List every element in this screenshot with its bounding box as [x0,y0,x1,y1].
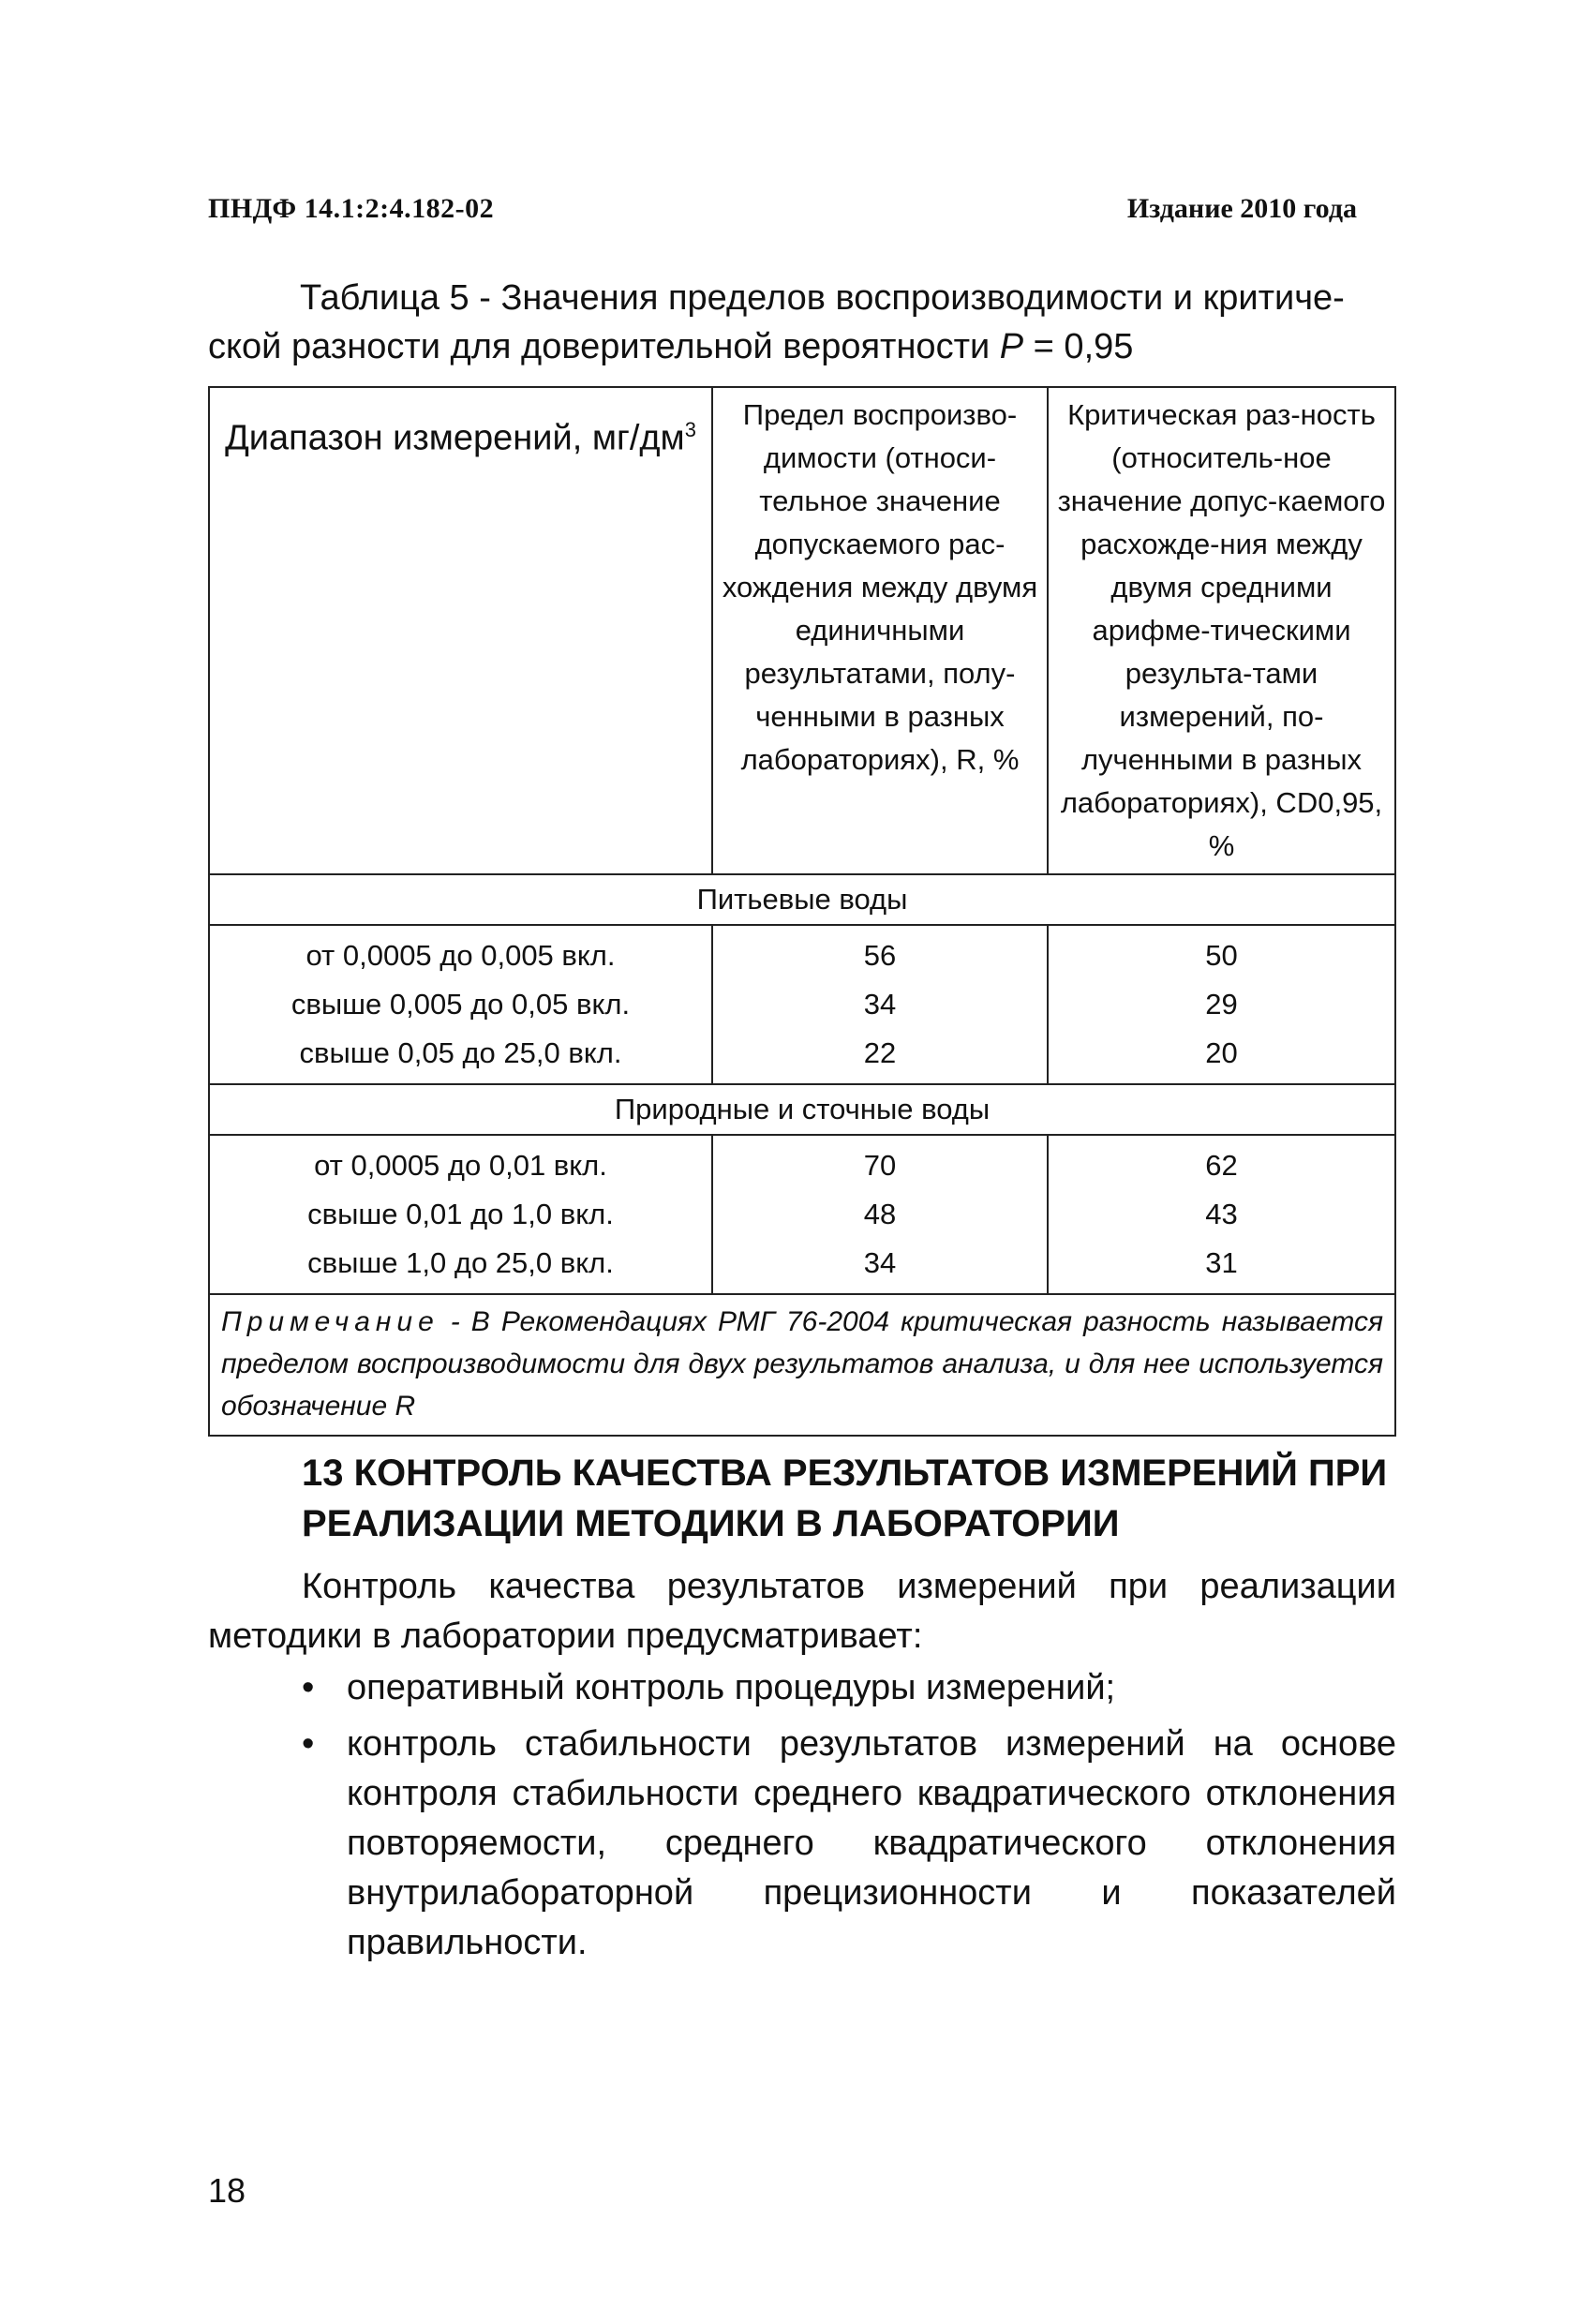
header-range: Диапазон измерений, $мг/дм^3$ [209,387,712,874]
section-title: 13 КОНТРОЛЬ КАЧЕСТВА РЕЗУЛЬТАТОВ ИЗМЕРЕНИЙ ПРИ РЕАЛИЗАЦИИ МЕТОДИКИ В ЛАБОРАТОРИИ [302,1452,1388,1544]
range-cell: от 0,0005 до 0,01 вкл. [209,1135,712,1190]
cd-cell: 43 [1048,1190,1395,1239]
range-cell: свыше 0,01 до 1,0 вкл. [209,1190,712,1239]
cd-cell: 50 [1048,925,1395,980]
group-row [209,874,1395,925]
header-reproducibility-limit: Предел воспроизво-димости (относи-тельное значение допускаемого рас-хождения между двумя единичными результатами, полу-ченными в разных лабораториях), R, % [712,387,1048,874]
table-row [209,925,1395,980]
edition-label: Издание 2010 года [1126,193,1357,224]
cd-cell: 20 [1048,1029,1395,1084]
note-text: - В Рекомендациях РМГ 76-2004 критическая разность называется пределом воспроизводимости для двух результатов анализа, и для нее используется обозначение R [221,1306,1383,1422]
table-row [209,980,1395,1029]
r-cell: 70 [712,1135,1048,1190]
reproducibility-table [208,386,1396,1437]
group-title-natural-waste-water: Природные и сточные воды [209,1084,1395,1135]
bullet-list [208,1663,1396,1974]
table-row [209,1239,1395,1294]
r-cell: 22 [712,1029,1048,1084]
table-row [209,1190,1395,1239]
page-number: 18 [208,2171,246,2210]
bullet-icon: • [302,1668,315,1707]
range-cell: свыше 0,005 до 0,05 вкл. [209,980,712,1029]
list-item: • контроль стабильности результатов измерений на основе контроля стабильности среднего квадратического отклонения повторяемости, среднего квадратического отклонения внутрилабораторной прецизионности и показателей правильности. [208,1720,1396,1968]
r-cell: 34 [712,1239,1048,1294]
document-code: ПНДФ 14.1:2:4.182-02 [208,193,495,224]
group-row [209,1084,1395,1135]
caption-line-2: ской разности для доверительной вероятности P = 0,95 [208,327,1134,366]
table-row [209,1029,1395,1084]
note-label: Примечание [221,1306,439,1337]
group-title-drinking-water: Питьевые воды [209,874,1395,925]
cd-cell: 31 [1048,1239,1395,1294]
range-cell: свыше 0,05 до 25,0 вкл. [209,1029,712,1084]
table-note [209,1294,1395,1436]
header-critical-difference: Критическая раз-ность (относитель-ное значение допус-каемого расхожде-ния между двумя средними арифме-тическими результа-тами измерений, по-лученными в разных лабораториях), CD0,95, % [1048,387,1395,874]
r-cell: 48 [712,1190,1048,1239]
r-cell: 56 [712,925,1048,980]
table-row [209,1135,1395,1190]
table-header-row [209,387,1395,874]
note-row [209,1294,1395,1436]
range-cell: от 0,0005 до 0,005 вкл. [209,925,712,980]
r-cell: 34 [712,980,1048,1029]
section-intro: Контроль качества результатов измерений при реализации методики в лаборатории предусматривает: [208,1567,1396,1656]
range-cell: свыше 1,0 до 25,0 вкл. [209,1239,712,1294]
table-caption [208,274,1393,371]
bullet-icon: • [302,1724,315,1764]
cd-cell: 29 [1048,980,1395,1029]
cd-cell: 62 [1048,1135,1395,1190]
caption-line-1: Таблица 5 - Значения пределов воспроизводимости и критиче- [300,278,1345,318]
list-item: • оперативный контроль процедуры измерений; [208,1663,1396,1713]
